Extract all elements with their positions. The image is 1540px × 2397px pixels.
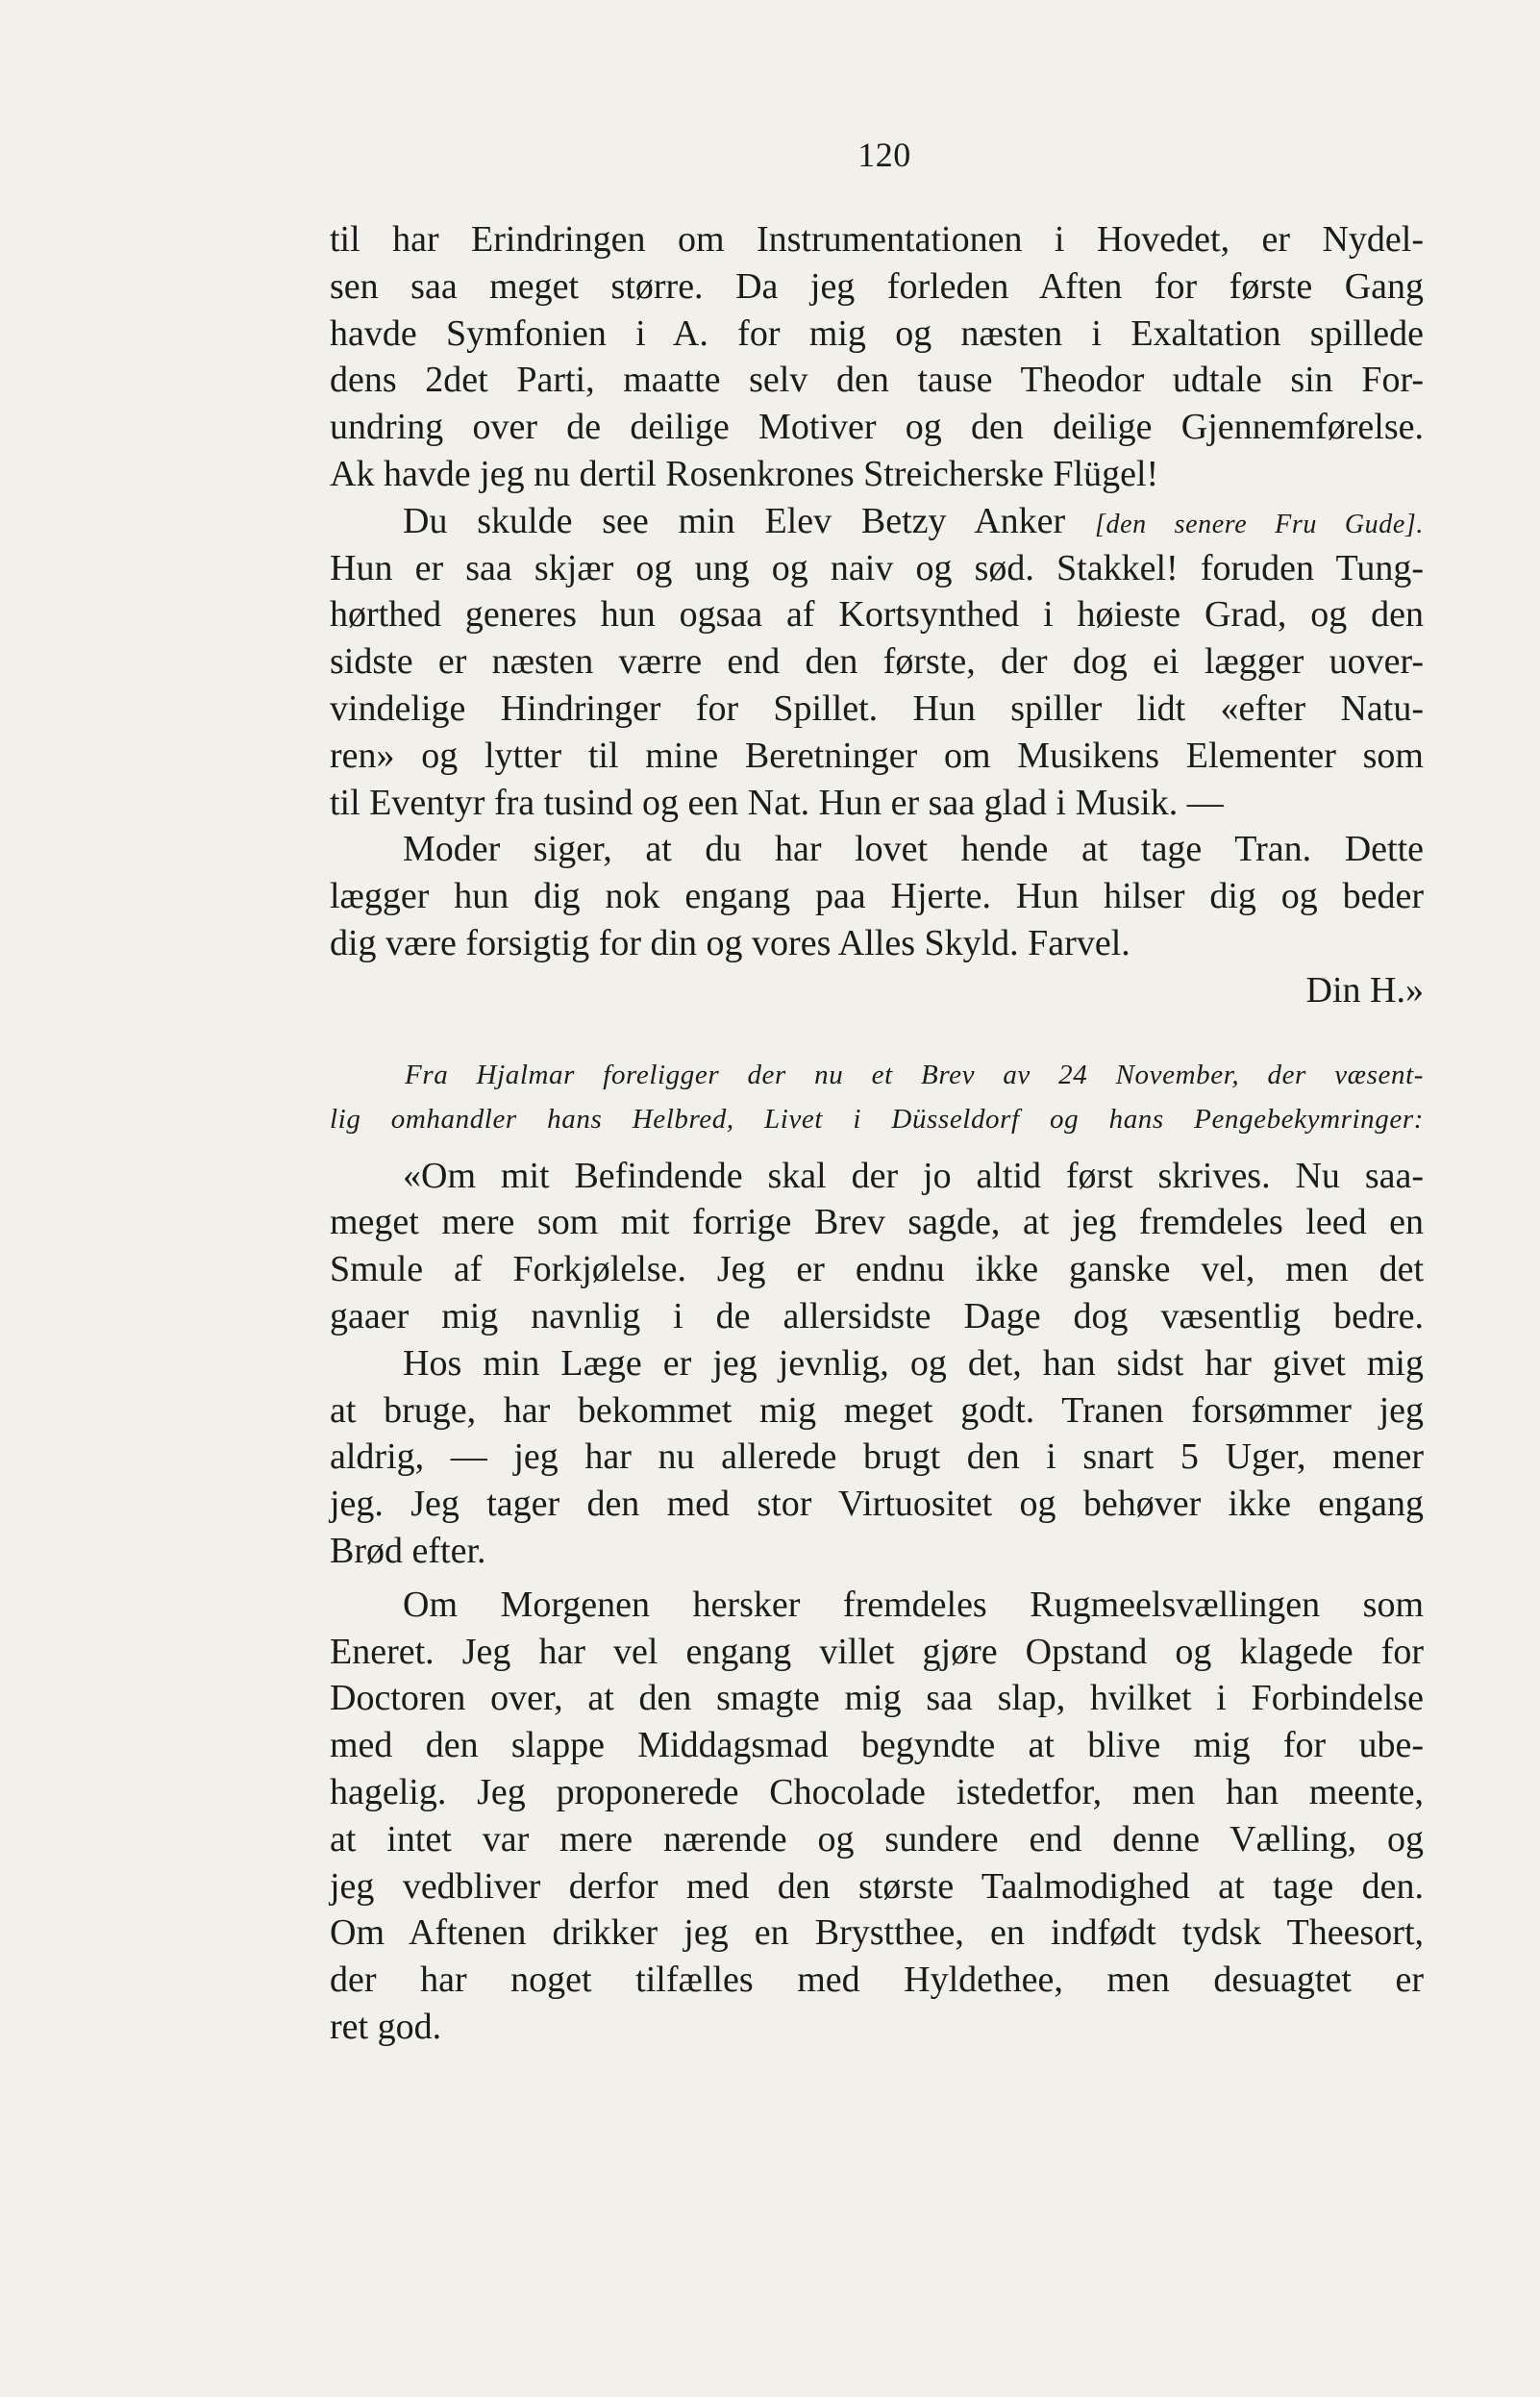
paragraph xyxy=(330,216,1424,498)
text-line: hagelig. Jeg proponerede Chocolade istedetfor, men han meente, xyxy=(330,1771,1424,1812)
text-line: ret god. xyxy=(330,2006,442,2047)
paragraph xyxy=(330,826,1424,1013)
text-line: Smule af Forkjølelse. Jeg er endnu ikke ganske vel, men det xyxy=(330,1249,1424,1290)
text-line: Om Aftenen drikker jeg en Brystthee, en indfødt tydsk Theesort, xyxy=(330,1912,1424,1954)
text-line: der har noget tilfælles med Hyldethee, men desuagtet er xyxy=(330,1960,1424,2001)
text-line: «Om mit Befindende skal der jo altid først skrives. Nu saa- xyxy=(403,1155,1424,1196)
text-line: jeg vedbliver derfor med den største Taalmodighed at tage den. xyxy=(330,1865,1424,1907)
paragraph xyxy=(330,1340,1424,1575)
text-line: Brød efter. xyxy=(330,1530,486,1571)
editorial-note xyxy=(330,1053,1424,1141)
text-line: ren» og lytter til mine Beretninger om Musikens Elementer som xyxy=(330,735,1424,776)
text-line: vindelige Hindringer for Spillet. Hun spiller lidt «efter Natu- xyxy=(330,687,1424,729)
text-line: med den slappe Middagsmad begyndte at blive mig for ube- xyxy=(330,1725,1424,1766)
text-line: til Eventyr fra tusind og een Nat. Hun er saa glad i Musik. — xyxy=(330,782,1224,823)
text-line: dig være forsigtig for din og vores Alles Skyld. Farvel. xyxy=(330,922,1130,963)
text-line: havde Symfonien i A. for mig og næsten i Exaltation spillede xyxy=(330,312,1424,354)
body-text xyxy=(330,216,1424,2051)
text-line: Om Morgenen hersker fremdeles Rugmeelsvællingen som xyxy=(403,1584,1424,1625)
text-line: Ak havde jeg nu dertil Rosenkrones Streicherske Flügel! xyxy=(330,453,1159,494)
paragraph xyxy=(330,498,1424,827)
text-line: Hun er saa skjær og ung og naiv og sød. Stakkel! foruden Tung- xyxy=(330,547,1424,588)
text-line: Doctoren over, at den smagte mig saa slap, hvilket i Forbindelse xyxy=(330,1678,1424,1719)
text-line: sidste er næsten værre end den første, der dog ei lægger uover- xyxy=(330,641,1424,683)
spacer xyxy=(330,1575,1424,1582)
line-text: Du skulde see min Elev Betzy Anker xyxy=(403,500,1095,541)
text-line: meget mere som mit forrige Brev sagde, at jeg fremdeles leed en xyxy=(330,1202,1424,1243)
spacer xyxy=(330,1141,1424,1153)
note-line: Fra Hjalmar foreligger der nu et Brev av 24 November, der væsent- xyxy=(405,1059,1424,1090)
spacer xyxy=(330,1014,1424,1053)
text-line: undring over de deilige Motiver og den deilige Gjennemførelse. xyxy=(330,407,1424,448)
note-line: lig omhandler hans Helbred, Livet i Düsseldorf og hans Pengebekymringer: xyxy=(330,1103,1424,1135)
page-number: 120 xyxy=(857,136,911,174)
text-line: lægger hun dig nok engang paa Hjerte. Hun hilser dig og beder xyxy=(330,876,1424,917)
paragraph xyxy=(330,1582,1424,2051)
text-line: dens 2det Parti, maatte selv den tause Theodor udtale sin For- xyxy=(330,360,1424,401)
text-line: Eneret. Jeg har vel engang villet gjøre Opstand og klagede for xyxy=(330,1631,1424,1672)
text-line: til har Erindringen om Instrumentationen i Hovedet, er Nydel- xyxy=(330,219,1424,260)
text-line: gaaer mig navnlig i de allersidste Dage dog væsentlig bedre. xyxy=(330,1295,1424,1336)
text-line: Moder siger, at du har lovet hende at tage Tran. Dette xyxy=(403,829,1424,870)
text-line: aldrig, — jeg har nu allerede brugt den i snart 5 Uger, mener xyxy=(330,1436,1424,1478)
text-line: Hos min Læge er jeg jevnlig, og det, han sidst har givet mig xyxy=(403,1342,1424,1384)
text-line: at bruge, har bekommet mig meget godt. Tranen forsømmer jeg xyxy=(330,1389,1424,1431)
signature: Din H.» xyxy=(1305,969,1424,1011)
paragraph xyxy=(330,1153,1424,1340)
text-line: hørthed generes hun ogsaa af Kortsynthed i høieste Grad, og den xyxy=(330,594,1424,636)
text-line: at intet var mere nærende og sundere end denne Vælling, og xyxy=(330,1818,1424,1860)
editorial-insertion: [den senere Fru Gude]. xyxy=(1095,509,1424,539)
text-line: jeg. Jeg tager den med stor Virtuositet og behøver ikke engang xyxy=(330,1484,1424,1525)
text-line xyxy=(330,498,1424,545)
text-line: sen saa meget større. Da jeg forleden Aften for første Gang xyxy=(330,265,1424,307)
